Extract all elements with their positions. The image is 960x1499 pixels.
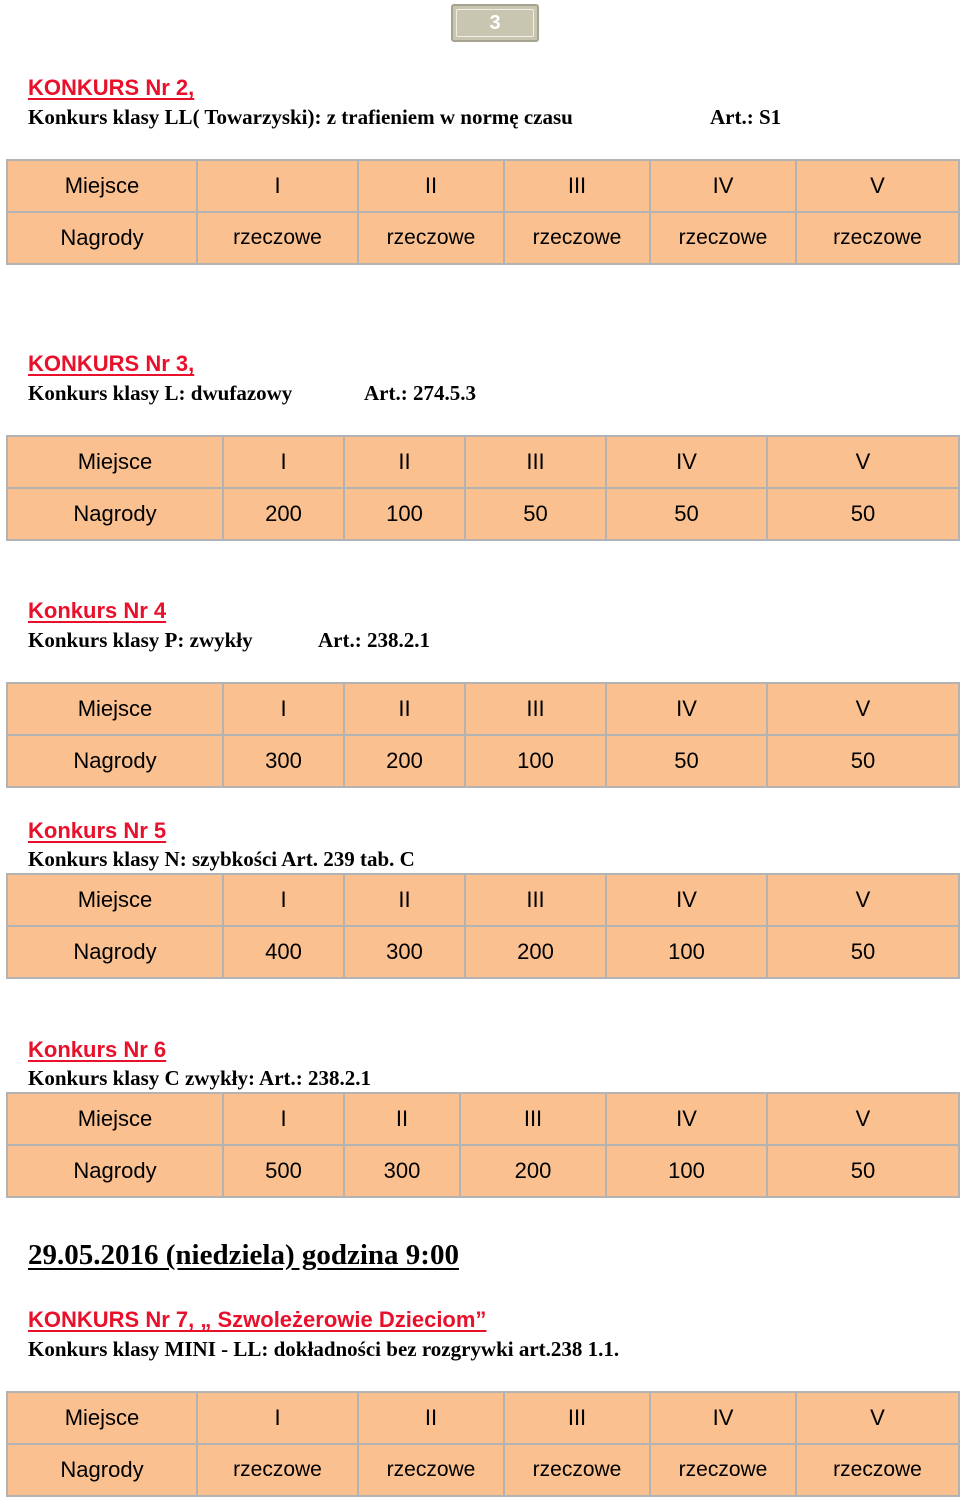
prize-table	[6, 1092, 960, 1198]
table-row	[7, 212, 959, 264]
table-row	[7, 1392, 959, 1444]
table-row	[7, 874, 959, 926]
prize-table	[6, 873, 960, 979]
place-cell: III	[460, 1093, 606, 1145]
prize-cell: 50	[767, 488, 959, 540]
place-cell: IV	[606, 436, 767, 488]
place-cell: IV	[650, 160, 796, 212]
prize-table	[6, 1391, 960, 1497]
place-label: Miejsce	[7, 1392, 197, 1444]
place-cell: II	[358, 1392, 504, 1444]
competition-subtitle: Konkurs klasy P: zwykły	[28, 628, 253, 652]
table-row	[7, 683, 959, 735]
table-row	[7, 436, 959, 488]
prize-cell: 50	[767, 735, 959, 787]
place-cell: IV	[606, 874, 767, 926]
table-row	[7, 926, 959, 978]
prize-cell: 100	[344, 488, 465, 540]
place-cell: III	[465, 683, 606, 735]
place-cell: I	[197, 1392, 358, 1444]
place-cell: V	[767, 683, 959, 735]
place-label: Miejsce	[7, 683, 223, 735]
competition-heading: Konkurs Nr 5	[28, 818, 167, 843]
competition-heading: KONKURS Nr 2,	[28, 75, 195, 100]
place-cell: I	[197, 160, 358, 212]
prize-table	[6, 435, 960, 541]
place-cell: V	[796, 160, 959, 212]
place-cell: IV	[606, 683, 767, 735]
prize-cell: 400	[223, 926, 344, 978]
place-cell: I	[223, 874, 344, 926]
competition-article: Art.: S1	[710, 105, 782, 129]
place-cell: I	[223, 683, 344, 735]
table-row	[7, 160, 959, 212]
prize-cell: 200	[344, 735, 465, 787]
prize-cell: 300	[344, 1145, 460, 1197]
place-cell: II	[344, 1093, 460, 1145]
prize-cell: 50	[606, 488, 767, 540]
prizes-label: Nagrody	[7, 212, 197, 264]
prize-cell: rzeczowe	[197, 1444, 358, 1496]
table-row	[7, 1093, 959, 1145]
competition-article: Art.: 238.2.1	[318, 628, 430, 652]
table-row	[7, 1444, 959, 1496]
prize-cell: 300	[344, 926, 465, 978]
prize-cell: 200	[223, 488, 344, 540]
prize-cell: rzeczowe	[358, 212, 504, 264]
prize-cell: rzeczowe	[650, 212, 796, 264]
place-cell: IV	[606, 1093, 767, 1145]
place-cell: V	[796, 1392, 959, 1444]
prize-cell: 50	[465, 488, 606, 540]
prize-cell: 50	[767, 1145, 959, 1197]
place-cell: III	[465, 874, 606, 926]
place-cell: III	[465, 436, 606, 488]
place-label: Miejsce	[7, 436, 223, 488]
prize-cell: 100	[465, 735, 606, 787]
competition-heading: Konkurs Nr 4	[28, 598, 167, 623]
prize-table	[6, 159, 960, 265]
place-cell: III	[504, 160, 650, 212]
prize-table	[6, 682, 960, 788]
prize-cell: 100	[606, 926, 767, 978]
prize-cell: rzeczowe	[358, 1444, 504, 1496]
place-cell: V	[767, 436, 959, 488]
place-cell: II	[344, 683, 465, 735]
prize-cell: 50	[606, 735, 767, 787]
prize-cell: 300	[223, 735, 344, 787]
prize-cell: rzeczowe	[650, 1444, 796, 1496]
prizes-label: Nagrody	[7, 735, 223, 787]
competition-subtitle: Konkurs klasy LL( Towarzyski): z trafieniem w normę czasu	[28, 105, 573, 129]
prizes-label: Nagrody	[7, 1444, 197, 1496]
place-cell: V	[767, 1093, 959, 1145]
place-label: Miejsce	[7, 874, 223, 926]
prizes-label: Nagrody	[7, 1145, 223, 1197]
competition-subtitle: Konkurs klasy L: dwufazowy	[28, 381, 293, 405]
place-cell: I	[223, 1093, 344, 1145]
place-cell: I	[223, 436, 344, 488]
competition-heading: KONKURS Nr 7, „ Szwoleżerowie Dzieciom”	[28, 1307, 487, 1332]
place-cell: IV	[650, 1392, 796, 1444]
prize-cell: 200	[460, 1145, 606, 1197]
prizes-label: Nagrody	[7, 926, 223, 978]
event-date-line: 29.05.2016 (niedziela) godzina 9:00	[28, 1239, 459, 1271]
table-row	[7, 488, 959, 540]
page-number-badge	[451, 4, 539, 42]
competition-article: Art.: 274.5.3	[364, 381, 476, 405]
prizes-label: Nagrody	[7, 488, 223, 540]
place-cell: III	[504, 1392, 650, 1444]
place-cell: II	[344, 874, 465, 926]
place-cell: II	[358, 160, 504, 212]
competition-heading: Konkurs Nr 6	[28, 1037, 167, 1062]
prize-cell: 500	[223, 1145, 344, 1197]
place-cell: V	[767, 874, 959, 926]
prize-cell: rzeczowe	[504, 212, 650, 264]
competition-subtitle: Konkurs klasy MINI - LL: dokładności bez rozgrywki art.238 1.1.	[28, 1337, 620, 1361]
competition-heading: KONKURS Nr 3,	[28, 351, 195, 376]
prize-cell: rzeczowe	[504, 1444, 650, 1496]
prize-cell: rzeczowe	[796, 212, 959, 264]
place-cell: II	[344, 436, 465, 488]
place-label: Miejsce	[7, 1093, 223, 1145]
competition-subtitle: Konkurs klasy N: szybkości Art. 239 tab. C	[28, 847, 415, 871]
table-row	[7, 735, 959, 787]
table-row	[7, 1145, 959, 1197]
prize-cell: rzeczowe	[796, 1444, 959, 1496]
prize-cell: 50	[767, 926, 959, 978]
prize-cell: 200	[465, 926, 606, 978]
competition-subtitle: Konkurs klasy C zwykły: Art.: 238.2.1	[28, 1066, 372, 1090]
page-number: 3	[456, 9, 534, 37]
prize-cell: 100	[606, 1145, 767, 1197]
place-label: Miejsce	[7, 160, 197, 212]
prize-cell: rzeczowe	[197, 212, 358, 264]
